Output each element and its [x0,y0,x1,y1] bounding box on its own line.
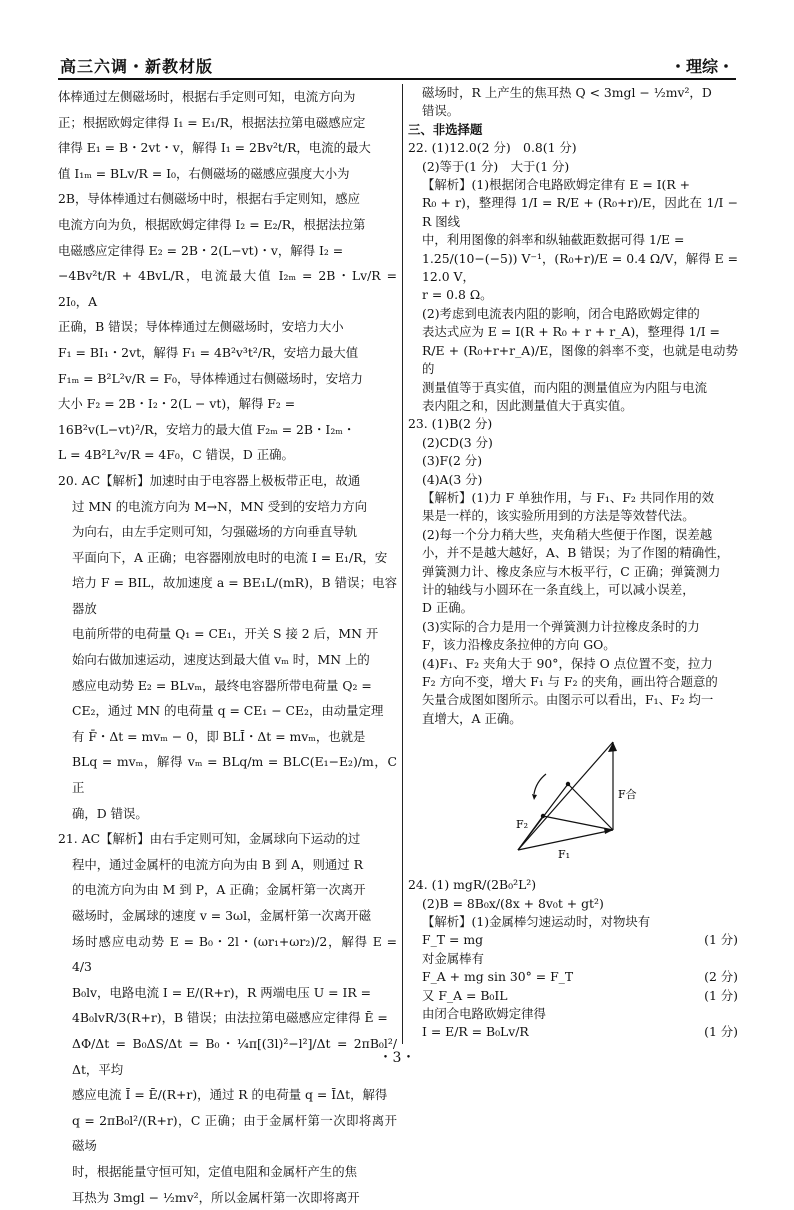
text-line: 16B²v(L−vt)²/R，安培力的最大值 F₂ₘ = 2B・I₂ₘ・ [58,421,356,437]
text-line: (2)考虑到电流表内阻的影响，闭合电路欧姆定律的 [422,305,700,321]
label-f2: F₂ [516,818,529,832]
text-line: (3)实际的合力是用一个弹簧测力计拉橡皮条时的力 [422,618,700,634]
label-f1: F₁ [558,848,571,862]
text-line: −4Bv²t/R + 4BvL/R，电流最大值 I₂ₘ = 2B・Lv/R = 2I₀，A [58,268,397,309]
step-row [408,1005,738,1023]
text-line: 值 I₁ₘ = BLv/R = I₀，右侧磁场的磁感应强度大小为 [58,165,350,181]
text-line: (2)等于(1 分) 大于(1 分) [422,158,570,174]
text-line: 体棒通过左侧磁场时，根据右手定则可知，电流方向为 [58,89,356,104]
step-eq: 又 F_A = B₀IL [422,987,508,1003]
text-line: 计的轴线与小圆环在一条直线上，可以减小误差， [422,581,695,597]
step-score: (1 分) [704,932,738,948]
text-line: 4B₀lvR/3(R+r)，B 错误；由法拉第电磁感应定律得 Ē = [72,1010,388,1026]
text-line: R₀ + r)，整理得 1/I = R/E + (R₀+r)/E，因此在 1/I − R 图线 [422,195,738,229]
page-number: ・3・ [378,1050,416,1066]
text-line: 的电流方向为由 M 到 P，A 正确；金属杆第一次离开 [72,882,366,898]
text-line: 正确，B 错误；导体棒通过左侧磁场时，安培力大小 [58,319,344,335]
answer-20 [58,468,397,826]
line-f-he [518,742,613,850]
text-line: (2)CD(3 分) [422,434,493,450]
text-line: 测量值等于真实值，而内阻的测量值应为内阻与电流 [422,379,707,395]
vector-diagram [408,732,738,870]
text-line: 过 MN 的电流方向为 M→N，MN 受到的安培力方向 [72,498,367,514]
step-eq: F_A + mg sin 30° = F_T [422,969,574,985]
text-line: 弹簧测力计、橡皮条应与木板平行，C 正确；弹簧测力 [422,563,721,579]
text-line: (4)A(3 分) [422,471,483,487]
column-divider [402,84,403,1044]
step-row [408,1023,738,1041]
label-f-he: F合 [618,788,637,802]
text-line: D 正确。 [422,600,474,616]
step-eq: F_T = mg [422,932,483,948]
text-line: q = 2πB₀l²/(R+r)，C 正确；由于金属杆第一次即将离开磁场 [72,1112,397,1154]
text-line: 24. (1) mgR/(2B₀²L²) [408,877,537,893]
text-line: L = 4B²L²v/R = 4F₀，C 错误，D 正确。 [58,447,294,463]
step-row [408,950,738,968]
text-line: 21. AC【解析】由右手定则可知，金属球向下运动的过 [58,831,361,847]
text-line: 错误。 [422,103,460,119]
text-line: 22. (1)12.0(2 分) 0.8(1 分) [408,140,577,156]
text-line: R/E + (R₀+r+r_A)/E，图像的斜率不变，也就是电动势的 [422,342,738,377]
text-line: 果是一样的，该实验所用到的方法是等效替代法。 [422,508,695,524]
page-header [58,48,736,80]
text-line: 磁场时，金属球的速度 v = 3ωl，金属杆第一次离开磁 [72,908,371,923]
answer-24 [408,876,738,1042]
text-line: BLq = mvₘ，解得 vₘ = BLq/m = BLC(E₁−E₂)/m，C 正 [72,754,397,796]
step-row [408,987,738,1005]
text-line: F₂ 方向不变，增大 F₁ 与 F₂ 的夹角，画出符合题意的 [422,674,718,689]
text-line: 23. (1)B(2 分) [408,416,493,432]
text-line: 大小 F₂ = 2B・I₂・2(L − vt)，解得 F₂ = [58,396,296,412]
rotation-arrowhead [532,794,537,800]
step-eq: 对金属棒有 [422,950,484,966]
answer-21 [58,826,397,1210]
text-line: (2)B = 8B₀x/(8x + 8v₀t + gt²) [422,895,604,911]
text-line: 直增大，A 正确。 [422,710,522,726]
text-line: 程中，通过金属杆的电流方向为由 B 到 A，则通过 R [72,856,363,872]
text-line: ΔΦ/Δt = B₀ΔS/Δt = B₀・¼π[(3l)²−l²]/Δt = 2πB₀l²/Δt，平均 [72,1035,397,1077]
text-line: 【解析】(1)力 F 单独作用，与 F₁、F₂ 共同作用的效 [422,489,715,505]
text-line: 【解析】(1)根据闭合电路欧姆定律有 E = I(R + [422,177,691,193]
text-line: F₁ = BI₁・2vt，解得 F₁ = 4B²v³t²/R，安培力最大值 [58,344,359,360]
text-line: F，该力沿橡皮条拉伸的方向 GO。 [422,637,616,653]
text-line: 1.25/(10−(−5)) V⁻¹，(R₀+r)/E = 0.4 Ω/V，解得 E = 12.0 V， [422,250,738,285]
vertex-dot [541,814,545,818]
vector-diagram-svg [408,732,738,870]
section-title: 三、非选择题 [408,121,483,137]
text-line: 【解析】(1)金属棒匀速运动时，对物块有 [422,914,651,930]
text-line: 感应电动势 E₂ = BLvₘ，最终电容器所带电荷量 Q₂ = [72,677,372,693]
step-row [408,968,738,986]
step-eq: 由闭合电路欧姆定律得 [422,1006,546,1022]
text-line: 矢量合成图如图所示。由图示可以看出，F₁、F₂ 均一 [422,692,714,708]
text-line: 场时感应电动势 E = B₀・2l・(ωr₁+ωr₂)/2，解得 E = 4/3 [72,933,397,975]
step-score: (2 分) [704,969,738,985]
rotation-arrow [534,774,546,794]
step-row [408,931,738,949]
header-title: 高三六调・新教材版 [60,57,214,76]
line-f2-d [543,816,613,830]
answer-22 [408,139,738,415]
step-score: (1 分) [704,987,738,1003]
text-line: 始向右做加速运动，速度达到最大值 vₘ 时，MN 上的 [72,652,370,668]
text-line: 律得 E₁ = B・2vt・v，解得 I₁ = 2Bv²t/R，电流的最大 [58,140,371,156]
text-line: 表内阻之和，因此测量值大于真实值。 [422,397,633,413]
right-column [408,84,738,1042]
text-line: 有 F̄・Δt = mvₘ − 0，即 BLĪ・Δt = mvₘ，也就是 [72,728,366,744]
line-f2-b [568,784,613,830]
text-line: (4)F₁、F₂ 夹角大于 90°，保持 O 点位置不变，拉力 [422,655,713,671]
text-line: 平面向下，A 正确；电容器刚放电时的电流 I = E₁/R，安 [72,549,388,565]
text-line: 耳热为 3mgl − ½mv²，所以金属杆第一次即将离开 [72,1189,360,1205]
text-line: 为向右，由左手定则可知，匀强磁场的方向垂直导轨 [72,524,357,540]
text-line: CE₂，通过 MN 的电荷量 q = CE₁ − CE₂，由动量定理 [72,703,384,719]
text-line: B₀lv，电路电流 I = E/(R+r)，R 两端电压 U = IR = [72,984,372,1000]
text-line: 培力 F = BIL，故加速度 a = BE₁L/(mR)，B 错误；电容器放 [72,575,397,616]
text-line: 时，根据能量守恒可知，定值电阻和金属杆产生的焦 [72,1163,357,1179]
text-line: 小，并不是越大越好，A、B 错误；为了作图的精确性， [422,545,729,561]
text-line: 中，利用图像的斜率和纵轴截距数据可得 1/E = [422,232,685,248]
step-score: (1 分) [704,1024,738,1040]
text-line: (3)F(2 分) [422,453,483,469]
vertex-dot [566,782,570,786]
text-line: 确，D 错误。 [72,805,148,821]
answer-23 [408,415,738,728]
header-subject: ・理综・ [669,57,734,76]
text-line: F₁ₘ = B²L²v/R = F₀，导体棒通过右侧磁场时，安培力 [58,370,363,386]
text-line: 正；根据欧姆定律得 I₁ = E₁/R，根据法拉第电磁感应定 [58,114,366,130]
text-line: 表达式应为 E = I(R + R₀ + r + r_A)，整理得 1/I = [422,324,720,340]
text-line: 2B，导体棒通过右侧磁场中时，根据右手定则知，感应 [58,191,360,207]
text-line: 20. AC【解析】加速时由于电容器上极板带正电，故通 [58,472,361,488]
text-line: (2)每一个分力稍大些，夹角稍大些便于作图，误差越 [422,526,713,542]
text-line: 感应电流 Ī = Ē/(R+r)，通过 R 的电荷量 q = ĪΔt，解得 [72,1087,388,1103]
text-line: 电前所带的电荷量 Q₁ = CE₁，开关 S 接 2 后，MN 开 [72,626,379,642]
text-line: 电流方向为负，根据欧姆定律得 I₂ = E₂/R，根据法拉第 [58,216,366,232]
step-eq: I = E/R = B₀Lv/R [422,1024,529,1040]
left-column [58,84,397,1210]
text-line: 磁场时，R 上产生的焦耳热 Q < 3mgl − ½mv²，D [422,85,712,100]
text-line: r = 0.8 Ω。 [422,287,493,303]
text-line: 电磁感应定律得 E₂ = 2B・2(L−vt)・v，解得 I₂ = [58,242,344,258]
